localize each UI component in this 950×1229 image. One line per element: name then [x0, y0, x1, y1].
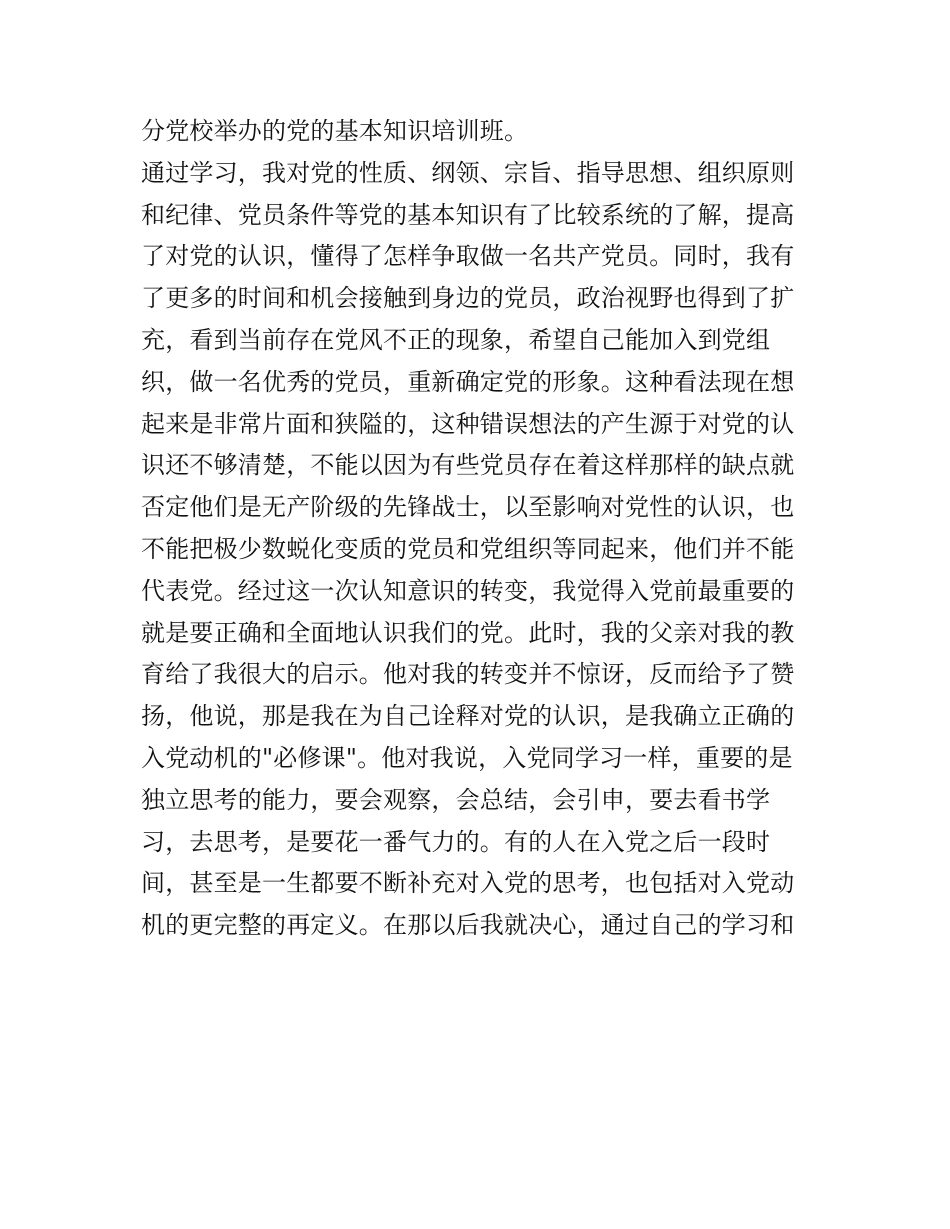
text-line: 了更多的时间和机会接触到身边的党员，政治视野也得到了扩 — [141, 284, 795, 313]
text-line: 了对党的认识，懂得了怎样争取做一名共产党员。同时，我有 — [141, 242, 795, 271]
text-line: 机的更完整的再定义。在那以后我就决心，通过自己的学习和 — [141, 911, 795, 940]
text-line: 起来是非常片面和狭隘的，这种错误想法的产生源于对党的认 — [141, 409, 795, 438]
text-line: 扬，他说，那是我在为自己诠释对党的认识，是我确立正确的 — [141, 702, 795, 731]
text-line: 独立思考的能力，要会观察，会总结，会引申，要去看书学 — [141, 785, 771, 814]
text-line: 习，去思考，是要花一番气力的。有的人在入党之后一段时 — [141, 827, 771, 856]
text-line: 和纪律、党员条件等党的基本知识有了比较系统的了解，提高 — [141, 200, 795, 229]
text-line: 代表党。经过这一次认知意识的转变，我觉得入党前最重要的 — [141, 576, 795, 605]
text-line: 否定他们是无产阶级的先锋战士，以至影响对党性的认识，也 — [141, 493, 795, 522]
body-text — [141, 111, 821, 947]
text-line: 分党校举办的党的基本知识培训班。 — [141, 117, 529, 145]
text-line: 间，甚至是一生都要不断补充对入党的思考，也包括对入党动 — [141, 869, 795, 898]
text-line: 就是要正确和全面地认识我们的党。此时，我的父亲对我的教 — [141, 618, 795, 647]
text-line: 育给了我很大的启示。他对我的转变并不惊讶，反而给予了赞 — [141, 660, 795, 689]
text-line: 入党动机的"必修课"。他对我说，入党同学习一样，重要的是 — [141, 743, 793, 772]
text-line: 识还不够清楚，不能以因为有些党员存在着这样那样的缺点就 — [141, 451, 795, 480]
text-line: 充，看到当前存在党风不正的现象，希望自己能加入到党组 — [141, 325, 771, 354]
text-line: 织，做一名优秀的党员，重新确定党的形象。这种看法现在想 — [141, 367, 795, 396]
text-line: 通过学习，我对党的性质、纲领、宗旨、指导思想、组织原则 — [141, 158, 795, 187]
text-line: 不能把极少数蜕化变质的党员和党组织等同起来，他们并不能 — [141, 534, 795, 563]
